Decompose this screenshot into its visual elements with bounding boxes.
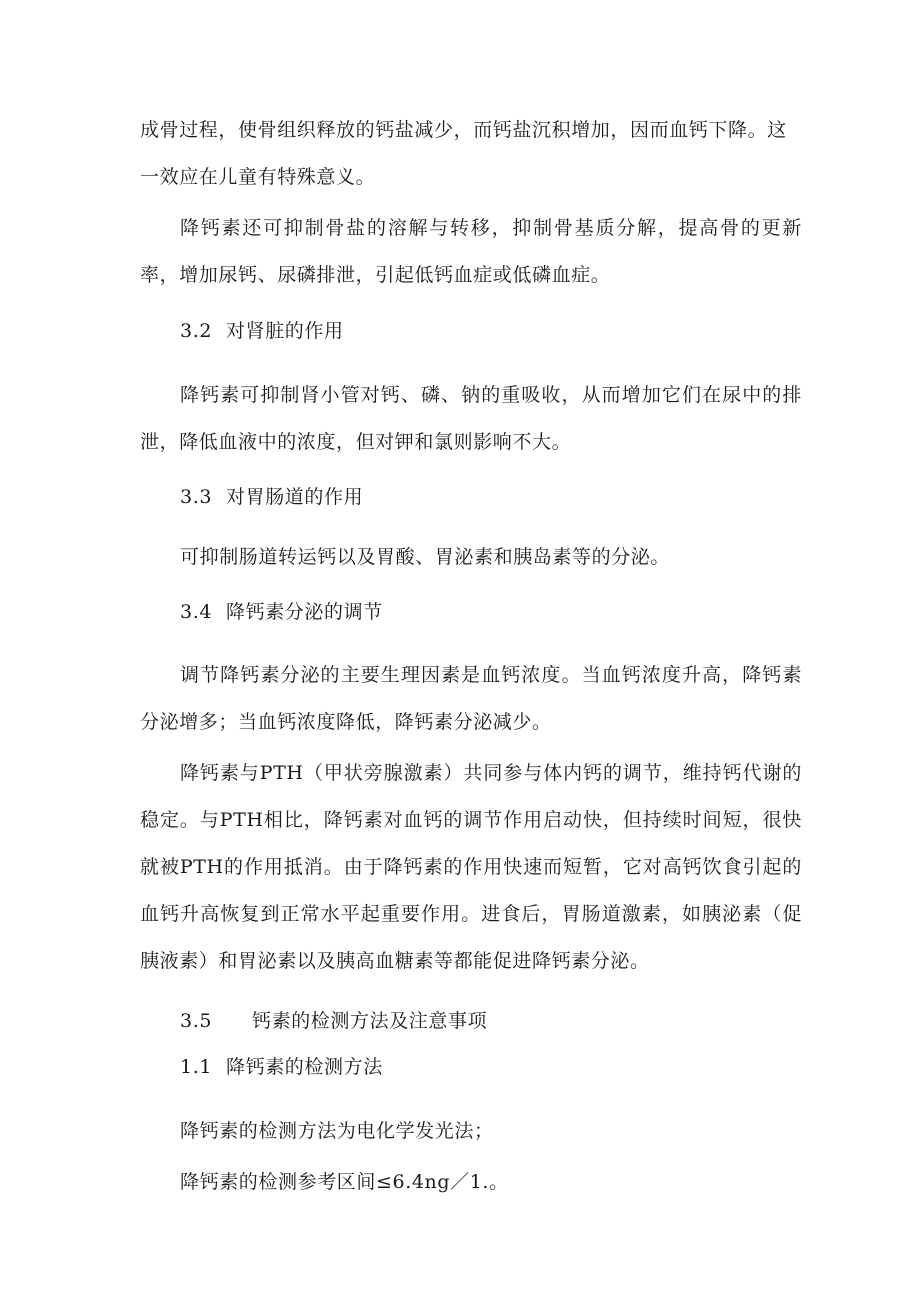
line-detection-method: 降钙素的检测方法为电化学发光法； bbox=[180, 1120, 494, 1142]
heading-number: 1.1 bbox=[180, 1056, 213, 1078]
heading-title: 降钙素分泌的调节 bbox=[226, 601, 383, 623]
heading-title: 对肾脏的作用 bbox=[226, 320, 344, 342]
paragraph-regulation: 调节降钙素分泌的主要生理因素是血钙浓度。当血钙浓度升高，降钙素分泌增多；当血钙浓度降低，降钙素分泌减少。 bbox=[140, 664, 802, 733]
paragraph-kidney: 降钙素可抑制肾小管对钙、磷、钠的重吸收，从而增加它们在尿中的排泄，降低血液中的浓度，但对钾和氯则影响不大。 bbox=[140, 384, 802, 453]
heading-number: 3.3 bbox=[180, 486, 213, 508]
heading-3-2 bbox=[180, 316, 780, 346]
paragraph-bone-formation: 成骨过程，使骨组织释放的钙盐减少，而钙盐沉积增加，因而血钙下降。这一效应在儿童有特殊意义。 bbox=[140, 119, 787, 188]
heading-number: 3.2 bbox=[180, 320, 213, 342]
heading-3-5 bbox=[180, 1006, 780, 1036]
paragraph-bone-salt: 降钙素还可抑制骨盐的溶解与转移，抑制骨基质分解，提高骨的更新率，增加尿钙、尿磷排泄，引起低钙血症或低磷血症。 bbox=[140, 217, 802, 286]
paragraph-pth: 降钙素与PTH（甲状旁腺激素）共同参与体内钙的调节，维持钙代谢的稳定。与PTH相比，降钙素对血钙的调节作用启动快，但持续时间短，很快就被PTH的作用抵消。由于降钙素的作用快速而短暂，它对高钙饮食引起的血钙升高恢复到正常水平起重要作用。进食后，胃肠道激素，如胰泌素（促胰液素）和胃泌素以及胰高血糖素等都能促进降钙素分泌。 bbox=[140, 762, 802, 972]
line-reference-interval: 降钙素的检测参考区间≤6.4ng／1.。 bbox=[180, 1171, 509, 1193]
heading-title: 对胃肠道的作用 bbox=[226, 486, 364, 508]
heading-1-1 bbox=[180, 1052, 780, 1082]
heading-title: 钙素的检测方法及注意事项 bbox=[252, 1010, 488, 1032]
heading-number: 3.5 bbox=[180, 1010, 213, 1032]
heading-number: 3.4 bbox=[180, 601, 213, 623]
heading-3-3 bbox=[180, 482, 780, 512]
paragraph-gastrointestinal: 可抑制肠道转运钙以及胃酸、胃泌素和胰岛素等的分泌。 bbox=[180, 546, 671, 568]
heading-title: 降钙素的检测方法 bbox=[226, 1056, 383, 1078]
heading-3-4 bbox=[180, 597, 780, 627]
